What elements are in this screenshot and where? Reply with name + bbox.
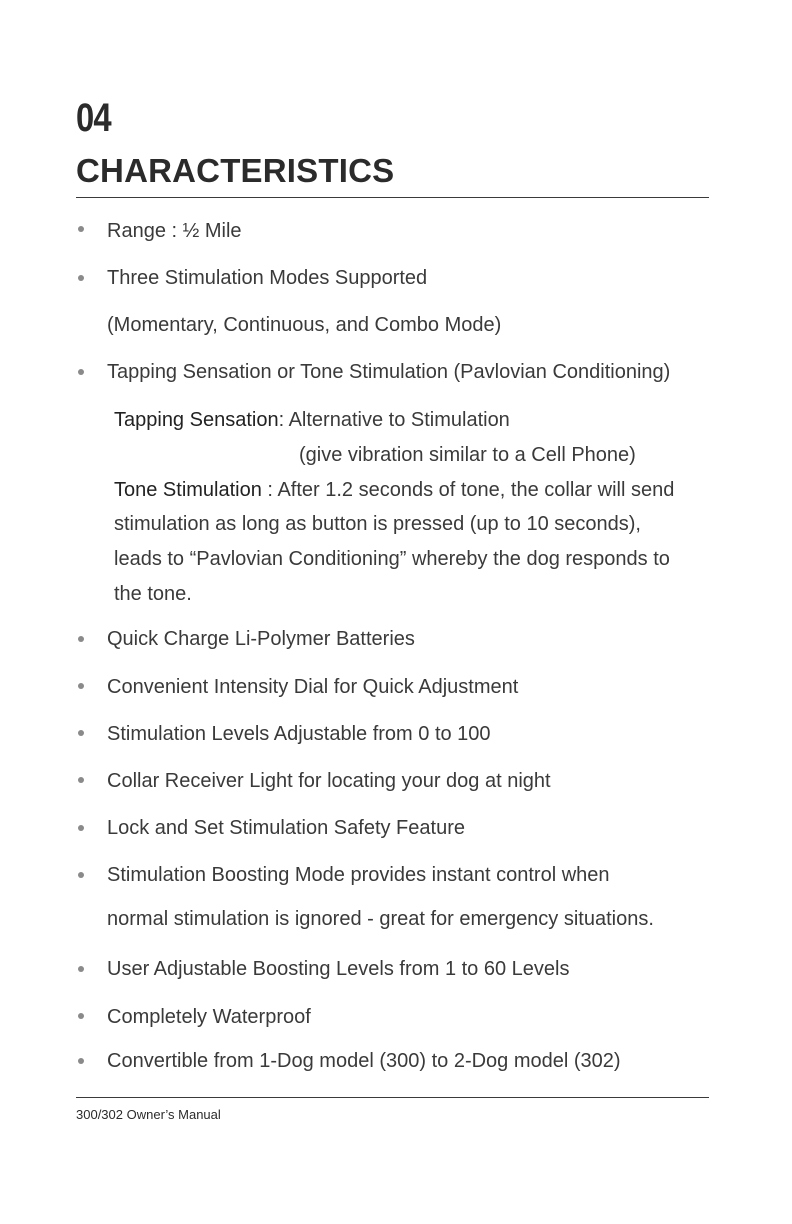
tone-stimulation-line3: leads to “Pavlovian Conditioning” whereby the dog responds to [114,548,670,570]
feature-item-continuation: (Momentary, Continuous, and Combo Mode) [107,314,502,336]
bullet-icon [78,730,84,736]
title-divider [76,197,709,198]
feature-item: Tapping Sensation or Tone Stimulation (Pavlovian Conditioning) [107,361,671,383]
bullet-icon [78,872,84,878]
feature-item: User Adjustable Boosting Levels from 1 to 60 Levels [107,958,570,980]
tone-stimulation-term: Tone Stimulation [114,479,262,501]
chapter-title: CHARACTERISTICS [76,152,395,189]
tapping-sensation-line1: : Alternative to Stimulation [278,409,510,431]
feature-item: Convenient Intensity Dial for Quick Adjustment [107,676,519,698]
feature-item: Completely Waterproof [107,1006,311,1028]
footer-text: 300/302 Owner’s Manual [76,1107,221,1122]
tapping-sensation-term: Tapping Sensation [114,409,279,431]
bullet-icon [78,226,84,232]
bullet-icon [78,683,84,689]
feature-item: Collar Receiver Light for locating your dog at night [107,770,551,792]
tapping-sensation-detail [114,410,510,430]
tone-stimulation-line1: : After 1.2 seconds of tone, the collar will send [261,479,675,501]
bullet-icon [78,825,84,831]
bullet-icon [78,777,84,783]
bullet-icon [78,966,84,972]
bullet-icon [78,1013,84,1019]
tone-stimulation-detail [114,480,674,500]
footer-divider [76,1097,709,1098]
feature-item: Stimulation Boosting Mode provides instant control when [107,864,610,886]
feature-item: Three Stimulation Modes Supported [107,267,428,289]
chapter-number: 04 [76,96,111,140]
bullet-icon [78,1058,84,1064]
tapping-sensation-line2: (give vibration similar to a Cell Phone) [299,444,636,466]
feature-item: Range : ½ Mile [107,220,242,242]
bullet-icon [78,275,84,281]
bullet-icon [78,369,84,375]
feature-item-continuation: normal stimulation is ignored - great for emergency situations. [107,908,654,930]
feature-item: Lock and Set Stimulation Safety Feature [107,817,465,839]
feature-item: Quick Charge Li-Polymer Batteries [107,628,415,650]
feature-item: Stimulation Levels Adjustable from 0 to 100 [107,723,491,745]
tone-stimulation-line4: the tone. [114,583,192,605]
tone-stimulation-line2: stimulation as long as button is pressed (up to 10 seconds), [114,513,641,535]
feature-item: Convertible from 1-Dog model (300) to 2-Dog model (302) [107,1050,621,1072]
bullet-icon [78,636,84,642]
